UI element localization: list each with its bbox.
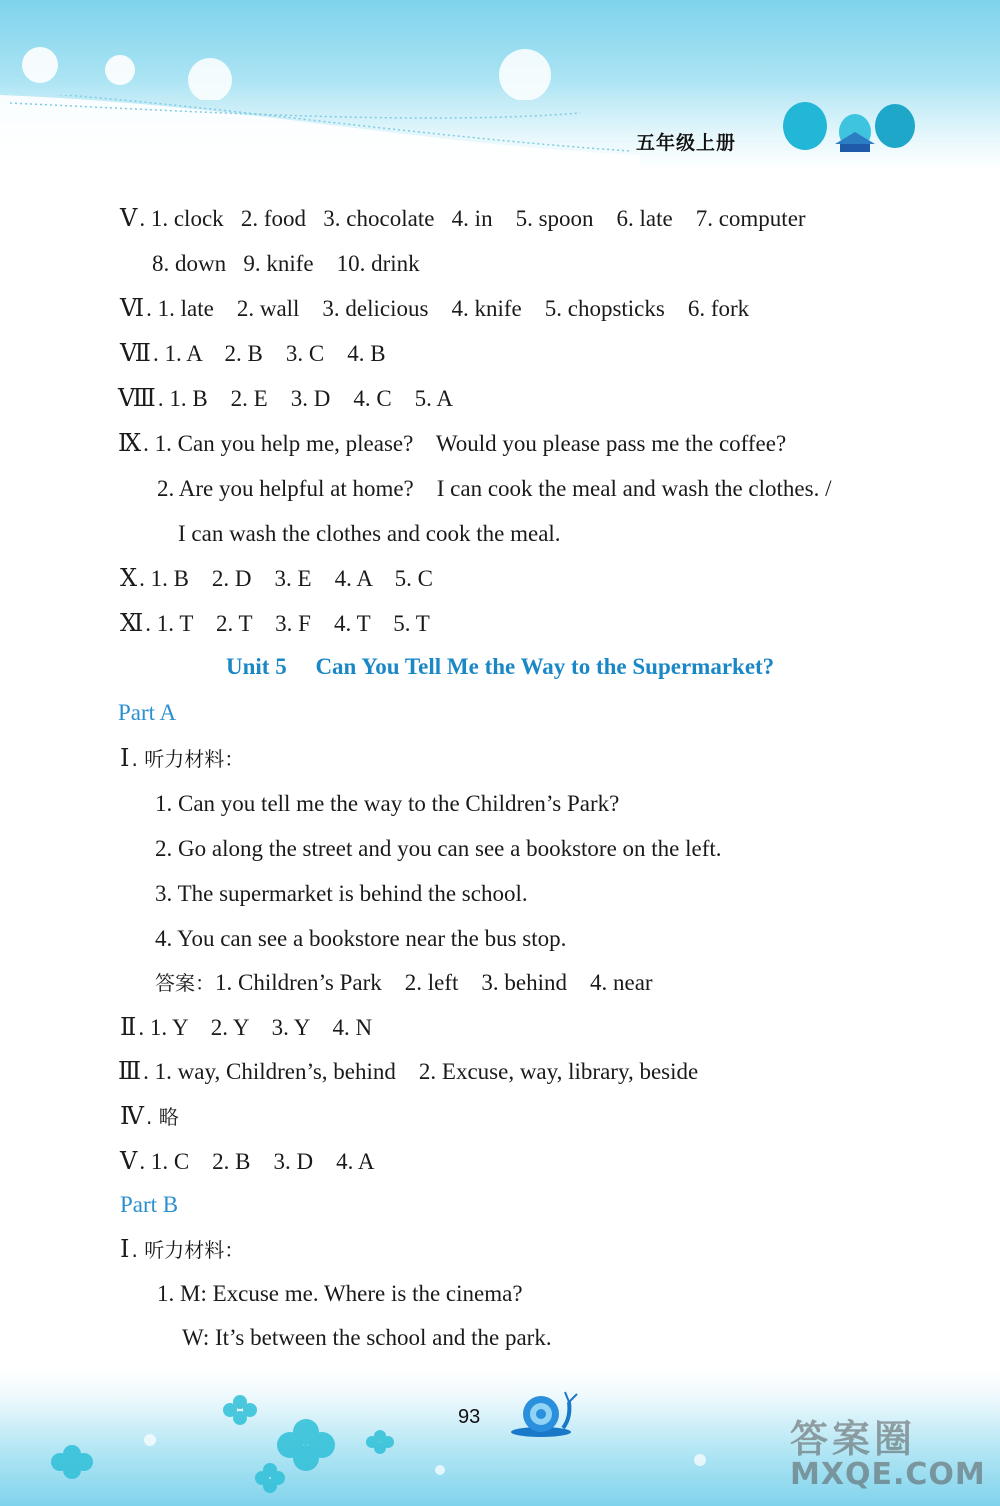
- section-text: 8. down 9. knife 10. drink: [152, 251, 420, 276]
- watermark-url: MXQE.COM: [790, 1457, 986, 1492]
- listening-item: 1. Can you tell me the way to the Children’s Park?: [155, 791, 620, 816]
- roman-numeral: Ⅷ: [118, 386, 156, 412]
- section-vii: [120, 339, 386, 369]
- watermark-logo-text: 答案圈: [790, 1417, 917, 1461]
- listening-item: 3. The supermarket is behind the school.: [155, 881, 528, 906]
- section-x: [120, 564, 433, 594]
- roman-numeral: Ⅲ: [118, 1059, 142, 1085]
- section-text: . 1. T 2. T 3. F 4. T 5. T: [145, 611, 430, 636]
- section-text: 2. Are you helpful at home? I can cook the meal and wash the clothes. /: [157, 476, 832, 501]
- watermark: [790, 1408, 990, 1503]
- section-ix-3: [178, 519, 561, 549]
- part-a-iii: [118, 1057, 698, 1087]
- part-a-heading: Part A: [118, 700, 177, 725]
- section-text: . 略: [145, 1105, 179, 1129]
- roman-numeral: Ⅺ: [120, 611, 144, 637]
- part-a-v: [120, 1147, 374, 1177]
- header-grade: 五年级上册: [636, 132, 737, 154]
- trees-icon: [780, 98, 920, 158]
- section-text: . 1. clock 2. food 3. chocolate 4. in 5. spoon 6. late 7. computer: [139, 206, 806, 231]
- section-vi: [120, 294, 749, 324]
- page-number: 93: [458, 1406, 481, 1428]
- section-text: . 1. A 2. B 3. C 4. B: [152, 341, 386, 366]
- snail-icon: [505, 1388, 585, 1438]
- roman-numeral: Ⅵ: [120, 296, 145, 322]
- section-ix: [118, 429, 786, 459]
- section-text: . 1. B 2. E 3. D 4. C 5. A: [157, 386, 453, 411]
- roman-numeral: Ⅴ: [120, 206, 138, 232]
- dialog-line: 1. M: Excuse me. Where is the cinema?: [157, 1281, 523, 1306]
- roman-numeral: Ⅸ: [118, 431, 142, 457]
- part-a-i-heading: [120, 744, 244, 774]
- roman-numeral: Ⅳ: [120, 1104, 144, 1130]
- section-v: [120, 204, 806, 234]
- section-text: . 1. Y 2. Y 3. Y 4. N: [138, 1015, 373, 1040]
- section-text: . 1. late 2. wall 3. delicious 4. knife 5. chopsticks 6. fork: [146, 296, 750, 321]
- section-text: I can wash the clothes and cook the meal.: [178, 521, 561, 546]
- answer-label: 答案：: [155, 971, 215, 995]
- part-b-i-heading: [120, 1235, 244, 1265]
- listening-item: 2. Go along the street and you can see a bookstore on the left.: [155, 836, 722, 861]
- section-text: . 1. B 2. D 3. E 4. A 5. C: [139, 566, 434, 591]
- cloud-icon: [10, 30, 610, 100]
- section-label: . 听力材料：: [131, 1238, 245, 1262]
- part-b-heading: Part B: [120, 1192, 179, 1217]
- section-text: . 1. Can you help me, please? Would you please pass me the coffee?: [143, 431, 787, 456]
- section-viii: [118, 384, 453, 414]
- part-a-iv: [120, 1102, 179, 1132]
- answer-line: [155, 968, 653, 998]
- listening-item: 4. You can see a bookstore near the bus stop.: [155, 926, 567, 951]
- roman-numeral: Ⅴ: [120, 1149, 138, 1175]
- roman-numeral: Ⅶ: [120, 341, 151, 367]
- dialog-line: W: It’s between the school and the park.: [182, 1325, 552, 1350]
- roman-numeral: Ⅰ: [120, 746, 130, 772]
- section-label: . 听力材料：: [131, 747, 245, 771]
- roman-numeral: Ⅱ: [120, 1015, 137, 1041]
- part-a-ii: [120, 1013, 372, 1043]
- section-text: . 1. way, Children’s, behind 2. Excuse, way, library, beside: [143, 1059, 699, 1084]
- answer-text: 1. Children’s Park 2. left 3. behind 4. near: [215, 970, 653, 995]
- section-text: . 1. C 2. B 3. D 4. A: [139, 1149, 375, 1174]
- section-v-cont: [152, 249, 420, 279]
- roman-numeral: Ⅹ: [120, 566, 138, 592]
- unit-title: Unit 5 Can You Tell Me the Way to the Supermarket?: [226, 654, 775, 679]
- section-ix-2: [157, 474, 831, 504]
- section-xi: [120, 609, 430, 639]
- roman-numeral: Ⅰ: [120, 1237, 130, 1263]
